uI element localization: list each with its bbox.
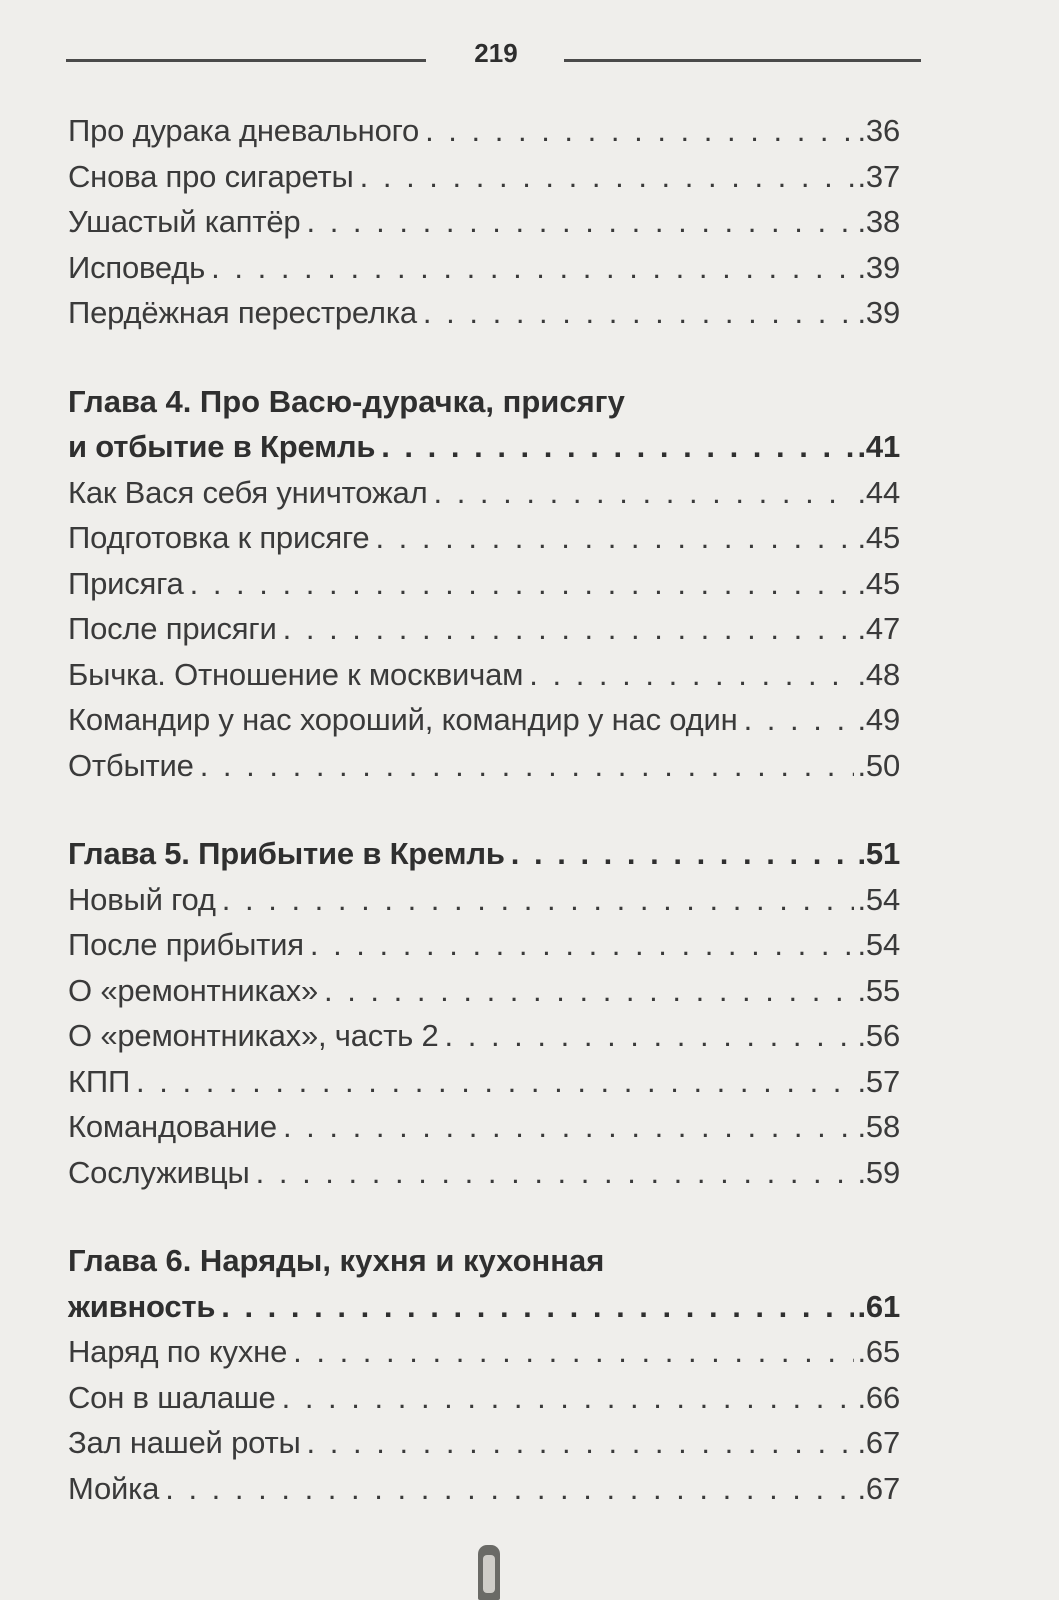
toc-entry [68, 154, 900, 200]
toc-entry-title: Про дурака дневального [68, 113, 420, 148]
toc-entry-title: Отбытие [68, 747, 194, 783]
dot-leader [310, 922, 854, 968]
toc-entry-title: Наряд по кухне [68, 1334, 288, 1369]
toc-entry-title: После прибытия [68, 927, 304, 962]
dot-leader [445, 1013, 854, 1059]
page-number: 219 [474, 38, 518, 68]
toc-entry-page: .36 [857, 113, 900, 148]
toc-entry-page: .44 [857, 474, 900, 510]
toc-entry-page: .49 [857, 702, 900, 737]
dot-leader [190, 561, 854, 607]
toc-entry-title: Зал нашей роты [68, 1425, 301, 1460]
toc-entry [68, 1375, 900, 1421]
toc-entry-page: .45 [857, 565, 900, 601]
chapter-6-title-line1: Глава 6. Наряды, кухня и кухонная [68, 1243, 605, 1278]
dot-leader [200, 743, 854, 789]
toc-entry-title: Командование [68, 1109, 277, 1144]
toc-entry [68, 199, 900, 245]
dot-leader [529, 652, 853, 698]
dot-leader [744, 697, 854, 743]
toc-entry-title: Командир у нас хороший, командир у нас один [68, 702, 738, 737]
dot-leader [324, 968, 854, 1014]
toc-entry-page: .38 [857, 204, 900, 239]
toc-entry-title: Бычка. Отношение к москвичам [68, 656, 524, 692]
toc-entry [68, 1150, 900, 1196]
toc-entry-title: КПП [68, 1063, 131, 1099]
toc-entry-page: .39 [857, 249, 900, 285]
page-header [66, 38, 921, 78]
dot-leader [282, 1375, 854, 1421]
dot-leader [375, 515, 853, 561]
bottom-ornament-icon [478, 1545, 500, 1600]
toc-entry-title: Снова про сигареты [68, 158, 354, 194]
toc-entry-page: .67 [857, 1425, 900, 1460]
toc-entry-title: Присяга [68, 565, 184, 601]
toc-entry-page: .37 [857, 158, 900, 194]
toc-entry [68, 1329, 900, 1375]
toc-entry-title: О «ремонтниках» [68, 972, 318, 1008]
toc-entry-page: .54 [857, 927, 900, 962]
toc-entry [68, 652, 900, 698]
toc-entry [68, 470, 900, 516]
header-rule-right [564, 59, 921, 62]
toc-entry-title: Сослуживцы [68, 1154, 250, 1190]
group-spacer [68, 336, 900, 379]
toc-entry-page: .65 [857, 1334, 900, 1369]
dot-leader [381, 424, 853, 470]
toc-group [68, 831, 900, 1195]
group-spacer [68, 788, 900, 831]
toc-chapter-entry [68, 424, 900, 470]
toc-entry [68, 1420, 900, 1466]
toc-entry [68, 968, 900, 1014]
dot-leader [293, 1329, 853, 1375]
toc-entry [68, 697, 900, 743]
toc-chapter-page: .61 [857, 1288, 900, 1324]
toc-entry-title: Подготовка к присяге [68, 520, 370, 555]
dot-leader [283, 1104, 854, 1150]
dot-leader [307, 1420, 854, 1466]
dot-leader [306, 199, 853, 245]
toc-entry [68, 877, 900, 923]
toc-entry-page: .56 [857, 1018, 900, 1053]
dot-leader [256, 1150, 854, 1196]
toc-entry [68, 1013, 900, 1059]
toc-entry [68, 1104, 900, 1150]
header-rule-left [66, 59, 426, 62]
toc-entry [68, 515, 900, 561]
toc-entry-title: Сон в шалаше [68, 1379, 276, 1415]
toc-entry [68, 561, 900, 607]
toc-entry-page: .39 [857, 295, 900, 330]
toc-entry [68, 290, 900, 336]
toc-group [68, 1238, 900, 1511]
table-of-contents [68, 108, 900, 1511]
toc-entry-title: Мойка [68, 1470, 160, 1506]
toc-entry [68, 108, 900, 154]
dot-leader [423, 290, 854, 336]
toc-entry-page: .45 [857, 520, 900, 555]
dot-leader [165, 1466, 853, 1512]
toc-chapter-entry [68, 1284, 900, 1330]
dot-leader [222, 877, 854, 923]
chapter-5-title: Глава 5. Прибытие в Кремль [68, 836, 505, 871]
toc-chapter-entry [68, 831, 900, 877]
dot-leader [283, 606, 854, 652]
toc-entry [68, 1466, 900, 1512]
toc-entry-page: .54 [857, 881, 900, 917]
toc-entry-page: .58 [857, 1109, 900, 1144]
toc-entry-page: .50 [857, 747, 900, 783]
toc-entry-title: Новый год [68, 881, 216, 917]
toc-entry-page: .47 [857, 611, 900, 646]
chapter-6-title-line2: живность [68, 1288, 216, 1324]
toc-chapter-page: .51 [857, 836, 900, 871]
toc-entry-page: .55 [857, 972, 900, 1008]
toc-entry [68, 245, 900, 291]
dot-leader [425, 108, 853, 154]
dot-leader [136, 1059, 853, 1105]
dot-leader [511, 831, 854, 877]
toc-entry-page: .66 [857, 1379, 900, 1415]
dot-leader [221, 1284, 853, 1330]
toc-entry-title: После присяги [68, 611, 277, 646]
toc-entry-page: .67 [857, 1470, 900, 1506]
dot-leader [360, 154, 854, 200]
toc-chapter-page: .41 [857, 429, 900, 464]
toc-entry-page: .59 [857, 1154, 900, 1190]
toc-entry [68, 743, 900, 789]
toc-entry [68, 606, 900, 652]
toc-group [68, 379, 900, 789]
toc-entry [68, 922, 900, 968]
toc-entry-title: Как Вася себя уничтожал [68, 474, 428, 510]
toc-group [68, 108, 900, 336]
toc-entry-title: Ушастый каптёр [68, 204, 301, 239]
chapter-4-title-line1: Глава 4. Про Васю-дурачка, присягу [68, 383, 625, 419]
toc-entry-page: .57 [857, 1063, 900, 1099]
group-spacer [68, 1195, 900, 1238]
dot-leader [211, 245, 853, 291]
toc-entry-title: Исповедь [68, 249, 206, 285]
toc-entry-title: Пердёжная перестрелка [68, 295, 417, 330]
dot-leader [433, 470, 853, 516]
toc-entry [68, 1059, 900, 1105]
toc-entry-page: .48 [857, 656, 900, 692]
chapter-4-title-line2: и отбытие в Кремль [68, 429, 376, 464]
toc-entry-title: О «ремонтниках», часть 2 [68, 1018, 439, 1053]
